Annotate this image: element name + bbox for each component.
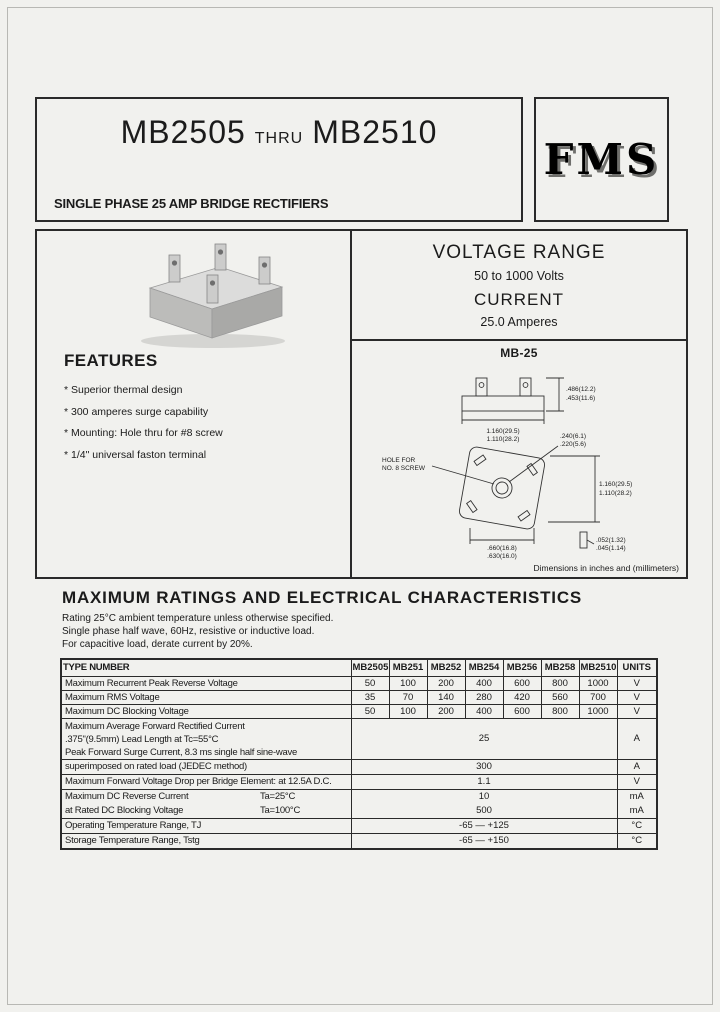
features-list: [64, 384, 223, 470]
electrical-summary: [352, 231, 686, 339]
ratings-note: Rating 25°C ambient temperature unless otherwise specified.: [62, 613, 334, 624]
voltage-range-heading: VOLTAGE RANGE: [432, 242, 606, 263]
overview-right-column: [350, 231, 686, 577]
table-row: Maximum RMS Voltage 35 70 140 280 420 560 700 V: [61, 691, 657, 705]
table-row: Storage Temperature Range, Tstg -65 — +150 °C: [61, 834, 657, 850]
document-subtitle: SINGLE PHASE 25 AMP BRIDGE RECTIFIERS: [54, 196, 329, 211]
col-header-mb258: MB258: [541, 659, 579, 677]
col-header-mb254: MB254: [465, 659, 503, 677]
part-number-left: MB2505: [120, 114, 246, 150]
table-row: Maximum DC Blocking Voltage 50 100 200 400 600 800 1000 V: [61, 705, 657, 719]
col-header-type-number: TYPE NUMBER: [61, 659, 351, 677]
brand-logo: FMS: [543, 135, 660, 184]
part-number-right: MB2510: [312, 114, 438, 150]
dim-hole-min: .220(5.6): [560, 441, 587, 448]
package-diagram-box: [352, 339, 686, 577]
ratings-heading: MAXIMUM RATINGS AND ELECTRICAL CHARACTERISTICS: [62, 588, 583, 607]
col-header-mb252: MB252: [427, 659, 465, 677]
dim-pitch-min: .630(16.0): [487, 553, 517, 560]
overview-left-column: [37, 231, 350, 577]
title-box: [35, 97, 523, 222]
hole-callout-line2: NO. 8 SCREW: [382, 465, 425, 472]
table-row: Maximum DC Reverse Current Ta=25°C 10 mA: [61, 790, 657, 805]
overview-box: [35, 229, 688, 579]
dim-tab-max: .052(1.32): [596, 537, 626, 544]
feature-item: * 300 amperes surge capability: [64, 405, 209, 418]
brand-box: [534, 97, 669, 222]
table-row: Maximum Recurrent Peak Reverse Voltage 50 100 200 400 600 800 1000 V: [61, 677, 657, 691]
col-header-mb2505: MB2505: [351, 659, 389, 677]
thru-label: THRU: [254, 130, 304, 147]
current-value: 25.0 Amperes: [480, 315, 558, 329]
product-photo: [125, 241, 295, 351]
table-row: Operating Temperature Range, TJ -65 — +125 °C: [61, 819, 657, 834]
dim-side-min: 1.110(28.2): [599, 490, 632, 497]
ratings-note: For capacitive load, derate current by 20%.: [62, 639, 253, 650]
dim-pitch-max: .660(16.8): [487, 545, 517, 552]
voltage-range-value: 50 to 1000 Volts: [474, 269, 564, 283]
package-name: MB-25: [500, 346, 538, 360]
dim-side-max: 1.160(29.5): [599, 481, 633, 488]
col-header-units: UNITS: [617, 659, 657, 677]
table-row: Maximum Average Forward Rectified Current .375"(9.5mm) Lead Length at Tc=55°C Peak Forward Surge Current, 8.3 ms single half sine-wave 25 A: [61, 719, 657, 760]
ratings-notes: [62, 612, 333, 651]
hole-callout-line1: HOLE FOR: [382, 457, 416, 464]
dim-tab-min: .045(1.14): [596, 545, 626, 552]
feature-item: * Mounting: Hole thru for #8 screw: [64, 427, 223, 439]
current-heading: CURRENT: [473, 290, 565, 309]
mechanical-drawing: [352, 362, 686, 560]
dim-height-min: .453(11.6): [566, 395, 596, 402]
features-heading: FEATURES: [64, 351, 158, 370]
ratings-table: [60, 658, 658, 850]
table-row: at Rated DC Blocking Voltage Ta=100°C 500 mA: [61, 804, 657, 819]
col-header-mb251: MB251: [389, 659, 427, 677]
part-number-title: [37, 114, 521, 151]
dim-hole-max: .240(6.1): [560, 433, 587, 440]
dimensions-caption: Dimensions in inches and (millimeters): [533, 563, 679, 573]
feature-item: * Superior thermal design: [64, 384, 183, 396]
ratings-note: Single phase half wave, 60Hz, resistive or inductive load.: [62, 626, 315, 637]
dim-width-min: 1.110(28.2): [486, 436, 520, 443]
feature-item: * 1/4" universal faston terminal: [64, 448, 207, 461]
table-header-row: [61, 659, 657, 677]
col-header-mb2510: MB2510: [579, 659, 617, 677]
dim-width-max: 1.160(29.5): [486, 428, 520, 435]
dim-height-max: .486(12.2): [566, 386, 596, 393]
table-row: Maximum Forward Voltage Drop per Bridge Element: at 12.5A D.C. 1.1 V: [61, 775, 657, 790]
table-row: superimposed on rated load (JEDEC method) 300 A: [61, 760, 657, 775]
col-header-mb256: MB256: [503, 659, 541, 677]
